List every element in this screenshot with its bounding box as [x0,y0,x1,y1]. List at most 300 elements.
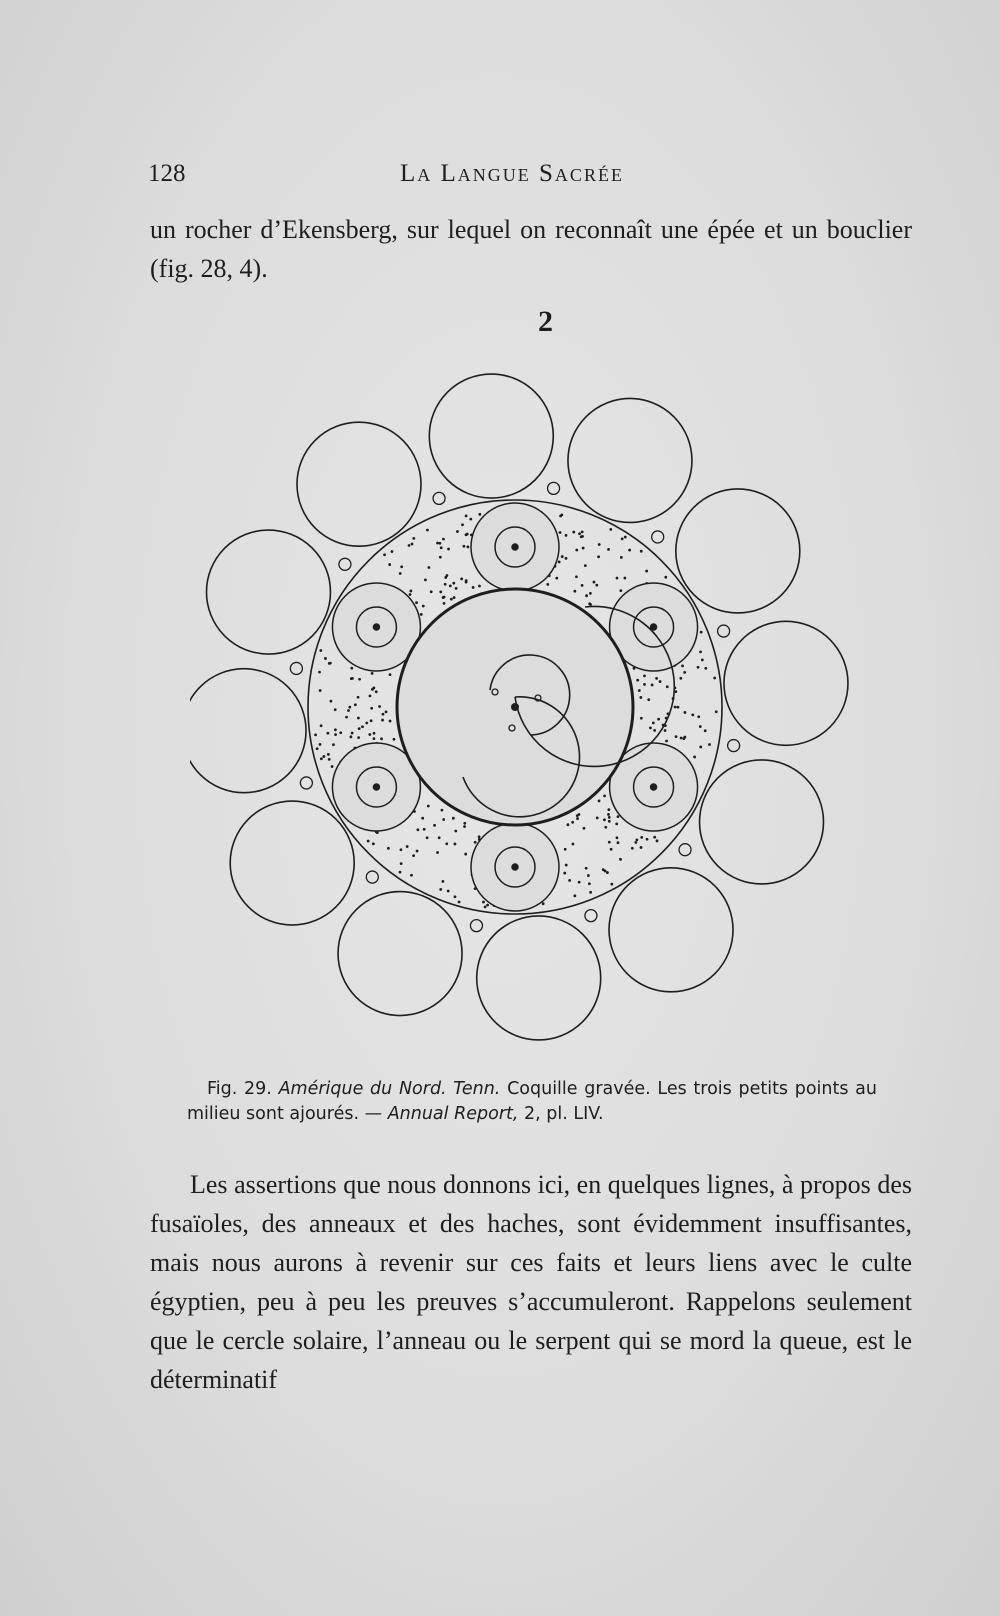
stipple-dot [328,662,331,665]
stipple-dot [332,743,335,746]
stipple-dot [440,546,443,549]
stipple-dot [322,755,325,758]
stipple-dot [320,724,323,727]
stipple-dot [567,823,570,826]
stipple-dot [478,513,481,516]
stipple-dot [713,677,716,680]
stipple-dot [439,888,442,891]
stipple-dot [461,523,464,526]
stipple-dot [426,836,429,839]
stipple-dot [438,836,441,839]
stipple-dot [370,719,373,722]
stipple-dot [616,577,619,580]
inner-dot [373,624,379,630]
small-ring [718,625,730,637]
stipple-dot [408,544,411,547]
stipple-dot [609,528,612,531]
stipple-dot [560,514,563,517]
stipple-dot [460,577,463,580]
stipple-dot [546,583,549,586]
stipple-dot [464,853,467,856]
bottom-paragraph: Les assertions que nous donnons ici, en quelques lignes, à propos des fusaïoles, des anneaux et des haches, sont évidemment insuffisantes, mais nous aurons à revenir sur ces faits et leurs liens avec le culte égyptien, peu à peu les preuves s’accumuleront. Rappelons seulement que le cercle solaire, l’anneau ou le serpent qui se mord la queue, est le déterminatif [150,1170,912,1394]
stipple-dot [610,883,613,886]
stipple-dot [597,555,600,558]
stipple-dot [608,841,611,844]
stipple-dot [636,679,639,682]
stipple-dot [558,561,561,564]
stipple-dot [393,738,396,741]
stipple-dot [458,901,461,904]
stipple-dot [578,532,581,535]
stipple-dot [603,818,606,821]
stipple-dot [427,805,430,808]
stipple-dot [608,816,611,819]
stipple-dot [443,596,446,599]
stipple-dot [699,650,702,653]
stipple-dot [608,820,611,823]
stipple-dot [619,858,622,861]
small-ring [679,844,691,856]
stipple-dot [649,727,652,730]
stipple-dot [454,830,457,833]
figure-caption [187,1077,877,1127]
stipple-dot [576,814,579,817]
stipple-dot [578,881,581,884]
stipple-dot [598,799,601,802]
caption-fig-label: Fig. 29. [207,1079,272,1099]
stipple-dot [358,678,361,681]
stipple-dot [683,736,686,739]
stipple-dot [617,841,620,844]
stipple-dot [565,864,568,867]
stipple-dot [442,538,445,541]
stipple-dot [371,672,374,675]
stipple-dot [339,731,342,734]
stipple-dot [380,737,383,740]
stipple-dot [573,590,576,593]
stipple-dot [446,574,449,577]
stipple-dot [314,733,317,736]
page-header [148,160,908,200]
stipple-dot [454,843,457,846]
stipple-dot [370,707,373,710]
small-ring [366,871,378,883]
caption-text: Coquille gravée. Les trois petits points au milieu sont ajourés. — [187,1079,877,1124]
stipple-dot [319,689,322,692]
small-ring [300,777,312,789]
stipple-dot [653,729,656,732]
stipple-dot [472,586,475,589]
stipple-dot [436,542,439,545]
inner-dot [512,544,518,550]
stipple-dot [442,818,445,821]
stipple-dot [455,587,458,590]
stipple-dot [583,827,586,830]
stipple-dot [615,822,618,825]
stipple-dot [634,841,637,844]
stipple-dot [436,851,439,854]
stipple-dot [445,842,448,845]
stipple-dot [623,577,626,580]
stipple-dot [416,828,419,831]
stipple-dot [345,716,348,719]
stipple-dot [423,828,426,831]
stipple-dot [409,590,412,593]
stipple-dot [598,543,601,546]
stipple-dot [426,529,429,532]
stipple-dot [585,594,588,597]
stipple-dot [326,732,329,735]
stipple-dot [447,890,450,893]
stipple-dot [665,740,668,743]
stipple-dot [482,901,485,904]
stipple-dot [478,585,481,588]
stipple-dot [603,794,606,797]
stipple-dot [643,683,646,686]
stipple-dot [607,548,610,551]
engraved-shell-figure [190,370,860,1070]
stipple-dot [444,583,447,586]
stipple-dot [400,862,403,865]
stipple-dot [643,674,646,677]
stipple-dot [439,590,442,593]
stipple-dot [559,531,562,534]
stipple-dot [454,895,457,898]
stipple-dot [422,605,425,608]
stipple-dot [372,737,375,740]
stipple-dot [607,813,610,816]
stipple-dot [580,535,583,538]
stipple-dot [433,824,436,827]
stipple-dot [381,719,384,722]
caption-source: Annual Report, [387,1104,519,1124]
stipple-dot [410,874,413,877]
stipple-dot [369,694,372,697]
stipple-dot [385,710,388,713]
stipple-dot [628,549,631,552]
stipple-dot [399,572,402,575]
stipple-dot [409,593,412,596]
stipple-dot [463,822,466,825]
stipple-dot [373,732,376,735]
stipple-dot [697,715,700,718]
stipple-dot [565,557,568,560]
stipple-dot [699,725,702,728]
stipple-dot [693,756,696,759]
stipple-dot [565,534,568,537]
inner-dot [651,624,657,630]
stipple-dot [428,566,431,569]
stipple-dot [675,735,678,738]
stipple-dot [416,850,419,853]
caption-source-rest: 2, pl. LIV. [524,1104,604,1124]
stipple-dot [447,548,450,551]
stipple-dot [439,542,442,545]
small-ring [548,482,560,494]
figure-number-label: 2 [538,305,553,338]
outer-circle [230,801,354,925]
stipple-dot [655,677,658,680]
stipple-dot [602,868,605,871]
stipple-dot [350,667,353,670]
stipple-dot [657,718,660,721]
stipple-dot [456,530,459,533]
stipple-dot [406,845,409,848]
stipple-dot [465,581,468,584]
stipple-dot [375,690,378,693]
stipple-dot [610,848,613,851]
stipple-dot [389,673,392,676]
stipple-dot [674,706,677,709]
stipple-dot [382,713,385,716]
stipple-dot [596,817,599,820]
stipple-dot [324,657,327,660]
stipple-dot [684,711,687,714]
stipple-dot [383,553,386,556]
stipple-dot [677,706,680,709]
stipple-dot [347,709,350,712]
stipple-dot [616,836,619,839]
small-ring [290,662,302,674]
stipple-dot [420,613,423,616]
stipple-dot [443,602,446,605]
outer-circle [206,530,330,654]
stipple-dot [411,543,414,546]
stipple-dot [573,894,576,897]
stipple-dot [659,680,662,683]
stipple-dot [708,743,711,746]
outer-circle [676,489,800,613]
stipple-dot [387,847,390,850]
stipple-dot [587,874,590,877]
small-ring [652,531,664,543]
stipple-dot [624,536,627,539]
stipple-dot [354,703,357,706]
shell-illustration [190,370,860,1070]
stipple-dot [575,549,578,552]
stipple-dot [589,592,592,595]
stipple-dot [652,721,655,724]
stipple-dot [664,576,667,579]
stipple-dot [700,631,703,634]
stipple-dot [621,537,624,540]
outer-circle [724,621,848,745]
stipple-dot [571,821,574,824]
outer-circle [338,892,462,1016]
running-title: La Langue Sacrée [400,160,624,187]
stipple-dot [316,747,319,750]
stipple-dot [318,671,321,674]
stipple-dot [588,602,591,605]
stipple-dot [640,717,643,720]
stipple-dot [572,531,575,534]
stipple-dot [474,841,477,844]
stipple-dot [327,753,330,756]
outer-circle [609,868,733,992]
stipple-dot [421,817,424,820]
stipple-dot [607,808,610,811]
center-dot [511,703,519,711]
stipple-dot [365,722,368,725]
stipple-dot [350,735,353,738]
stipple-dot [617,815,620,818]
small-ring [728,740,740,752]
stipple-dot [319,649,322,652]
stipple-dot [640,836,643,839]
small-ring [470,920,482,932]
stipple-dot [389,720,392,723]
stipple-dot [683,671,686,674]
stipple-dot [593,581,596,584]
stipple-dot [595,584,598,587]
stipple-dot [568,879,571,882]
stipple-dot [400,848,403,851]
stipple-dot [358,727,361,730]
stipple-dot [391,550,394,553]
stipple-dot [681,664,684,667]
outer-circle [429,374,553,498]
stipple-dot [680,737,683,740]
outer-circle [700,760,824,884]
small-ring [585,910,597,922]
stipple-dot [699,746,702,749]
stipple-dot [412,854,415,857]
stipple-dot [584,564,587,567]
stipple-dot [697,666,700,669]
stipple-dot [361,725,364,728]
stipple-dot [351,732,354,735]
stipple-dot [576,817,579,820]
stipple-dot [589,891,592,894]
stipple-dot [348,706,351,709]
outer-circle [477,916,601,1040]
stipple-dot [588,882,591,885]
stipple-dot [638,689,641,692]
stipple-dot [388,563,391,566]
stipple-dot [640,550,643,553]
stipple-dot [441,809,444,812]
stipple-dot [484,905,487,908]
stipple-dot [564,848,567,851]
inner-dot [651,784,657,790]
stipple-dot [647,698,650,701]
stipple-dot [606,871,609,874]
stipple-dot [575,575,578,578]
stipple-dot [330,700,333,703]
stipple-dot [640,846,643,849]
stipple-dot [666,685,669,688]
stipple-dot [463,825,466,828]
stipple-dot [542,902,545,905]
stipple-dot [572,843,575,846]
stipple-dot [357,717,360,720]
stipple-dot [704,667,707,670]
stipple-dot [334,708,337,711]
stipple-dot [415,601,418,604]
top-paragraph: un rocher d’Ekensberg, sur lequel on reconnaît une épée et un bouclier (fig. 28, 4). [150,215,912,283]
stipple-dot [679,677,682,680]
stipple-dot [319,743,322,746]
stipple-dot [368,733,371,736]
stipple-dot [452,817,455,820]
stipple-dot [639,696,642,699]
stipple-dot [452,582,455,585]
stipple-dot [334,733,337,736]
inner-dot [512,864,518,870]
stipple-dot [372,842,375,845]
stipple-dot [430,590,433,593]
stipple-dot [400,565,403,568]
outer-circle [190,669,306,793]
stipple-dot [441,880,444,883]
stipple-dot [656,839,659,842]
small-ring [433,492,445,504]
stipple-dot [424,578,427,581]
stipple-dot [351,677,354,680]
stipple-dot [463,545,466,548]
stipple-dot [450,598,453,601]
stipple-dot [620,556,623,559]
stipple-dot [653,836,656,839]
stipple-dot [465,515,468,518]
stipple-dot [701,659,704,662]
stipple-dot [486,904,489,907]
stipple-dot [399,871,402,874]
stipple-dot [704,729,707,732]
stipple-dot [469,518,472,521]
stipple-dot [367,840,370,843]
stipple-dot [619,589,622,592]
stipple-dot [585,867,588,870]
stipple-dot [646,838,649,841]
stipple-dot [357,696,360,699]
stipple-dot [664,729,667,732]
stipple-dot [563,872,566,875]
caption-place: Amérique du Nord. Tenn. [278,1079,501,1099]
stipple-dot [328,758,331,761]
stipple-dot [320,757,323,760]
stipple-dot [357,736,360,739]
stipple-dot [604,826,607,829]
stipple-dot [467,546,470,549]
stipple-dot [412,537,415,540]
stipple-dot [378,705,381,708]
stipple-dot [651,684,654,687]
small-ring [339,558,351,570]
stipple-dot [582,547,585,550]
stipple-dot [645,570,648,573]
stipple-dot [715,710,718,713]
stipple-dot [453,596,456,599]
inner-dot [373,784,379,790]
stipple-dot [439,556,442,559]
stipple-dot [449,584,452,587]
stipple-dot [631,847,634,850]
stipple-dot [478,835,481,838]
stipple-dot [334,728,337,731]
stipple-dot [331,765,334,768]
stipple-dot [581,584,584,587]
outer-circle [297,422,421,546]
stipple-dot [372,686,375,689]
stipple-dot [465,533,468,536]
stipple-dot [561,555,564,558]
stipple-dot [635,838,638,841]
stipple-dot [555,577,558,580]
stipple-dot [691,713,694,716]
page-number: 128 [148,160,186,187]
stipple-dot [581,530,584,533]
